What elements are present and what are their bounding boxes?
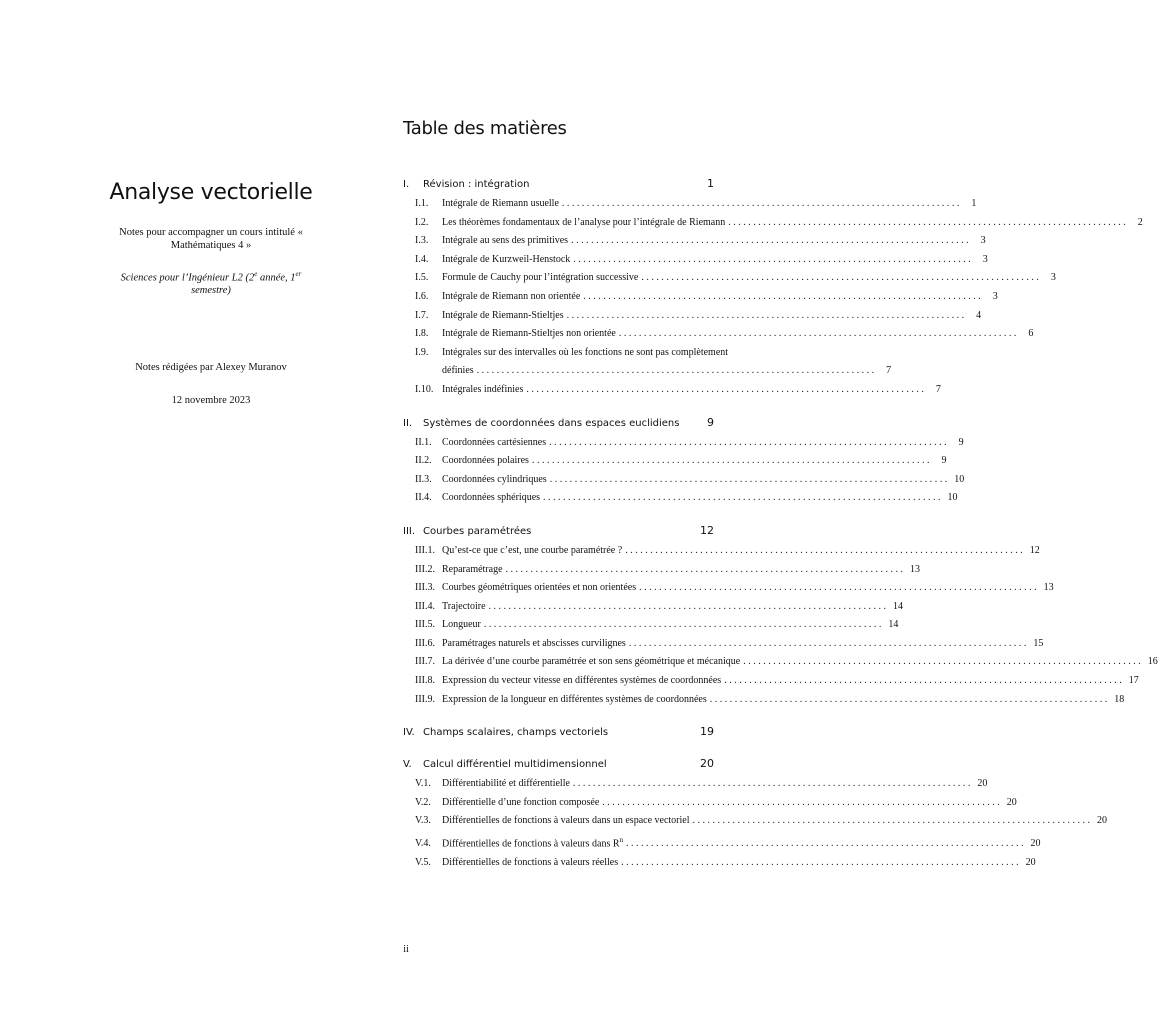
leader-dots [725, 214, 1129, 233]
leader-dots [568, 232, 972, 251]
section-number: I.1. [415, 198, 429, 209]
chapter-title: Courbes paramétrées [423, 525, 532, 537]
toc-chapter-entry[interactable] [403, 725, 714, 741]
section-title-text: Différentielles de fonctions à valeurs dans un espace vectoriel [442, 815, 690, 827]
section-title-superscript: n [619, 836, 624, 845]
toc-section-entry[interactable] [403, 598, 904, 617]
section-title-text: Reparamétrage [442, 563, 503, 575]
section-page: 6 [1028, 328, 1034, 340]
section-title [442, 195, 559, 214]
leader-dots [638, 269, 1042, 288]
leader-dots [622, 542, 1026, 561]
section-number: V.5. [415, 856, 431, 868]
section-number: V.2. [415, 796, 431, 808]
leader-dots [623, 835, 1027, 854]
chapter-number: III. [403, 525, 416, 537]
chapter-page: 9 [707, 415, 714, 429]
chapter-page: 20 [700, 757, 714, 771]
section-title [442, 616, 481, 635]
section-number: I.4. [415, 253, 429, 265]
leader-dots [580, 288, 984, 307]
toc-section-entry[interactable] [403, 325, 1034, 344]
toc-section-entry[interactable] [403, 452, 947, 471]
course-middle: année, 1 [257, 272, 296, 284]
leader-dots [721, 672, 1125, 691]
section-body [442, 251, 988, 270]
section-title-text: Courbes géométriques orientées et non orientées [442, 582, 637, 594]
section-number: I.5. [415, 272, 429, 284]
toc-chapter-entry[interactable] [403, 524, 714, 540]
toc-section-list [403, 542, 1158, 709]
section-page: 12 [1029, 544, 1040, 556]
leader-dots [564, 307, 968, 326]
section-page: 15 [1033, 637, 1044, 649]
toc-chapter [403, 725, 714, 741]
section-body [442, 214, 1143, 233]
section-body [442, 812, 1107, 831]
section-body [442, 471, 964, 490]
section-page: 10 [954, 473, 965, 485]
section-title-line2: définies [442, 365, 474, 377]
chapter-page: 19 [700, 725, 714, 739]
section-body [442, 635, 1043, 654]
chapter-number: I. [403, 179, 410, 190]
section-page: 3 [992, 290, 998, 302]
section-body [442, 452, 946, 471]
toc-section-entry[interactable] [403, 195, 977, 214]
chapter-title: Révision : intégration [423, 179, 530, 190]
section-number: III.8. [415, 675, 435, 687]
section-title-text: Expression de la longueur en différentes systèmes de coordonnées [442, 693, 707, 705]
section-title-text: Différentielles de fonctions à valeurs dans R [442, 838, 620, 850]
table-of-contents [403, 118, 1158, 889]
section-page: 14 [893, 600, 904, 612]
section-title [442, 672, 721, 691]
toc-section-list [403, 775, 1107, 872]
page-number: ii [403, 944, 409, 955]
leader-dots [474, 362, 878, 381]
leader-dots [616, 325, 1020, 344]
leader-dots [486, 598, 890, 617]
section-title [442, 381, 523, 400]
toc-section-entry[interactable] [403, 635, 1044, 654]
leader-dots [559, 195, 963, 214]
toc-section-list [403, 434, 965, 508]
section-page: 2 [1137, 216, 1143, 228]
toc-section-entry[interactable] [403, 542, 1040, 561]
course-prefix: Sciences pour l’Ingénieur L2 (2 [120, 272, 255, 284]
document-subtitle: Notes pour accompagner un cours intitulé « Mathématiques 4 » [119, 227, 303, 251]
section-page: 17 [1128, 675, 1139, 687]
chapter-title: Calcul différentiel multidimensionnel [423, 759, 607, 771]
section-number: III.6. [415, 637, 435, 649]
title-block [100, 180, 322, 406]
chapter-number: V. [403, 759, 412, 771]
section-body [442, 542, 1040, 561]
leader-dots [636, 579, 1040, 598]
section-number: III.4. [415, 600, 435, 612]
section-body [442, 288, 998, 307]
section-number: III.9. [415, 693, 435, 705]
author-line: Notes rédigées par Alexey Muranov [135, 361, 287, 373]
section-body [442, 691, 1124, 710]
leader-dots [570, 251, 974, 270]
section-page: 3 [982, 253, 988, 265]
toc-chapter [403, 757, 1107, 872]
section-title-text: Différentielles de fonctions à valeurs réelles [442, 856, 619, 868]
toc-section-entry[interactable] [403, 854, 1036, 873]
section-body [442, 381, 941, 400]
document-date: 12 novembre 2023 [171, 394, 251, 406]
section-number: III.3. [415, 582, 435, 594]
section-page: 20 [1006, 796, 1017, 808]
section-title [442, 325, 616, 344]
section-page: 18 [1114, 693, 1125, 705]
section-title-text: Intégrale de Riemann-Stieltjes [442, 309, 564, 321]
toc-section-entry[interactable] [403, 812, 1107, 831]
leader-dots [523, 381, 927, 400]
leader-dots [547, 471, 951, 490]
section-title [442, 775, 570, 794]
section-title [442, 598, 486, 617]
section-title [442, 307, 564, 326]
section-title [442, 489, 540, 508]
section-title-text: Longueur [442, 619, 481, 631]
toc-section-entry[interactable] [403, 288, 998, 307]
toc-section-entry[interactable] [403, 471, 965, 490]
section-page: 20 [1025, 856, 1036, 868]
leader-dots [529, 452, 933, 471]
section-number: I.8. [415, 328, 429, 340]
leader-dots [481, 616, 885, 635]
toc-section-entry[interactable] [403, 381, 941, 400]
toc-section-entry[interactable] [403, 307, 982, 326]
section-title [442, 471, 547, 490]
toc-chapter-entry[interactable] [403, 757, 714, 773]
section-title [442, 653, 740, 672]
section-title [442, 812, 690, 831]
section-body [442, 598, 903, 617]
section-body [442, 489, 958, 508]
section-page: 7 [886, 365, 892, 377]
section-title-text: Coordonnées polaires [442, 455, 529, 467]
section-page: 3 [1050, 272, 1056, 284]
section-number: II.1. [415, 436, 432, 448]
section-body [442, 269, 1056, 288]
chapter-number: II. [403, 417, 413, 429]
section-title-text: Intégrales indéfinies [442, 383, 524, 395]
section-page: 13 [1043, 582, 1054, 594]
chapter-title: Systèmes de coordonnées dans espaces euclidiens [423, 417, 680, 429]
document-title: Analyse vectorielle [109, 180, 313, 205]
leader-dots [570, 775, 974, 794]
section-title-text: Coordonnées cylindriques [442, 473, 547, 485]
section-title-text: Coordonnées cartésiennes [442, 436, 547, 448]
section-title-text: Paramétrages naturels et abscisses curvilignes [442, 637, 626, 649]
section-page: 20 [1030, 838, 1041, 850]
section-title [442, 854, 618, 873]
section-title [442, 794, 599, 813]
section-body [442, 775, 987, 794]
leader-dots [626, 635, 1030, 654]
section-page: 3 [980, 235, 986, 247]
section-title [442, 269, 638, 288]
section-body [442, 831, 1041, 854]
section-body [442, 616, 898, 635]
section-body [442, 232, 986, 251]
section-page: 9 [941, 455, 947, 467]
section-body [442, 434, 964, 453]
toc-section-entry[interactable] [403, 672, 1139, 691]
toc-section-entry[interactable] [403, 775, 988, 794]
toc-section-entry[interactable] [403, 691, 1125, 710]
toc-section-entry[interactable] [403, 214, 1143, 233]
toc-chapter-entry[interactable] [403, 177, 714, 193]
toc-section-entry[interactable] [403, 232, 986, 251]
section-title [442, 691, 707, 710]
section-title-text: Intégrale au sens des primitives [442, 235, 569, 247]
section-body [442, 307, 981, 326]
section-page: 14 [888, 619, 899, 631]
section-title [442, 542, 622, 561]
section-title-text: Les théorèmes fondamentaux de l’analyse pour l’intégrale de Riemann [442, 216, 726, 228]
toc-chapter [403, 415, 965, 508]
section-page: 20 [977, 778, 988, 790]
leader-dots [503, 561, 907, 580]
toc-section-entry[interactable] [403, 579, 1054, 598]
toc-section-entry[interactable] [403, 831, 1041, 854]
section-number: II.2. [415, 455, 432, 467]
toc-section-entry[interactable] [403, 434, 964, 453]
section-title-text: Différentielle d’une fonction composée [442, 796, 600, 808]
section-title [442, 434, 546, 453]
section-number: III.2. [415, 563, 435, 575]
section-title-text: Différentiabilité et différentielle [442, 778, 570, 790]
section-title [442, 214, 725, 233]
leader-dots [690, 812, 1094, 831]
section-title-text: Intégrale de Kurzweil-Henstock [442, 253, 571, 265]
toc-chapter [403, 177, 1143, 400]
section-number: I.3. [415, 235, 429, 247]
section-number: V.3. [415, 815, 431, 827]
leader-dots [707, 691, 1111, 710]
section-number: I.9. [415, 346, 429, 358]
section-body [442, 579, 1054, 598]
section-page: 7 [935, 383, 941, 395]
section-title-text: Qu’est-ce que c’est, une courbe paramétrée ? [442, 544, 623, 556]
section-title [442, 831, 623, 854]
section-page: 9 [958, 436, 964, 448]
section-body [442, 854, 1036, 873]
section-title-text: Intégrale de Riemann usuelle [442, 198, 559, 209]
toc-chapter [403, 523, 1158, 709]
section-number: I.10. [415, 383, 434, 395]
section-number: II.4. [415, 492, 432, 504]
leader-dots [540, 489, 944, 508]
section-body [442, 794, 1017, 813]
section-title-line2-row [442, 362, 891, 381]
section-title-text: Intégrale de Riemann-Stieltjes non orientée [442, 328, 616, 340]
section-title [442, 579, 636, 598]
section-number: I.7. [415, 309, 429, 321]
toc-chapter-entry[interactable] [403, 416, 714, 432]
section-body [442, 561, 920, 580]
section-page: 16 [1147, 656, 1158, 668]
section-page: 10 [947, 492, 958, 504]
toc-section-entry[interactable] [403, 561, 921, 580]
section-title [442, 251, 570, 270]
section-title [442, 561, 503, 580]
toc-section-entry[interactable] [403, 489, 958, 508]
chapter-page: 12 [700, 523, 714, 537]
section-title-text: Expression du vecteur vitesse en différentes systèmes de coordonnées [442, 675, 722, 687]
section-number: III.1. [415, 544, 435, 556]
section-body [442, 195, 976, 214]
section-page: 4 [976, 309, 982, 321]
section-body [442, 325, 1033, 344]
toc-section-entry[interactable] [403, 794, 1017, 813]
section-number: III.7. [415, 656, 435, 668]
toc-section-entry[interactable] [403, 251, 988, 270]
section-title-text: Coordonnées sphériques [442, 492, 541, 504]
section-page: 1 [971, 198, 977, 209]
section-number: I.2. [415, 216, 429, 228]
section-title-text: Intégrale de Riemann non orientée [442, 290, 581, 302]
section-number: I.6. [415, 290, 429, 302]
section-title-text: La dérivée d’une courbe paramétrée et son sens géométrique et mécanique [442, 656, 741, 668]
leader-dots [546, 434, 950, 453]
section-body [442, 653, 1158, 672]
section-title-line1: Intégrales sur des intervalles où les fonctions ne sont pas complètement [442, 346, 729, 358]
section-wrapped-title [442, 344, 891, 381]
toc-section-entry[interactable] [403, 269, 1056, 288]
toc-heading: Table des matières [403, 118, 567, 139]
toc-chapters [403, 177, 1158, 873]
leader-dots [618, 854, 1022, 873]
toc-section-entry[interactable] [403, 653, 1158, 672]
section-page: 20 [1097, 815, 1107, 827]
section-number: II.3. [415, 473, 432, 485]
section-number: V.1. [415, 778, 431, 790]
section-page: 13 [910, 563, 921, 575]
toc-section-list [403, 195, 1143, 400]
chapter-title: Champs scalaires, champs vectoriels [423, 727, 609, 739]
chapter-number: IV. [403, 727, 415, 739]
course-info [100, 270, 322, 298]
course-semester-sup: er [295, 270, 302, 279]
section-body [442, 672, 1139, 691]
chapter-page: 1 [707, 177, 714, 190]
section-title [442, 288, 580, 307]
leader-dots [740, 653, 1144, 672]
course-year-sup: e [254, 270, 258, 279]
section-title [442, 635, 626, 654]
section-title [442, 452, 529, 471]
course-suffix: semestre) [191, 285, 231, 297]
leader-dots [599, 794, 1003, 813]
section-title-text: Trajectoire [442, 600, 486, 612]
section-number: III.5. [415, 619, 435, 631]
toc-section-entry[interactable] [403, 344, 892, 381]
section-title [442, 232, 568, 251]
toc-section-entry[interactable] [403, 616, 899, 635]
section-number: V.4. [415, 838, 431, 850]
section-title-text: Formule de Cauchy pour l’intégration successive [442, 272, 639, 284]
